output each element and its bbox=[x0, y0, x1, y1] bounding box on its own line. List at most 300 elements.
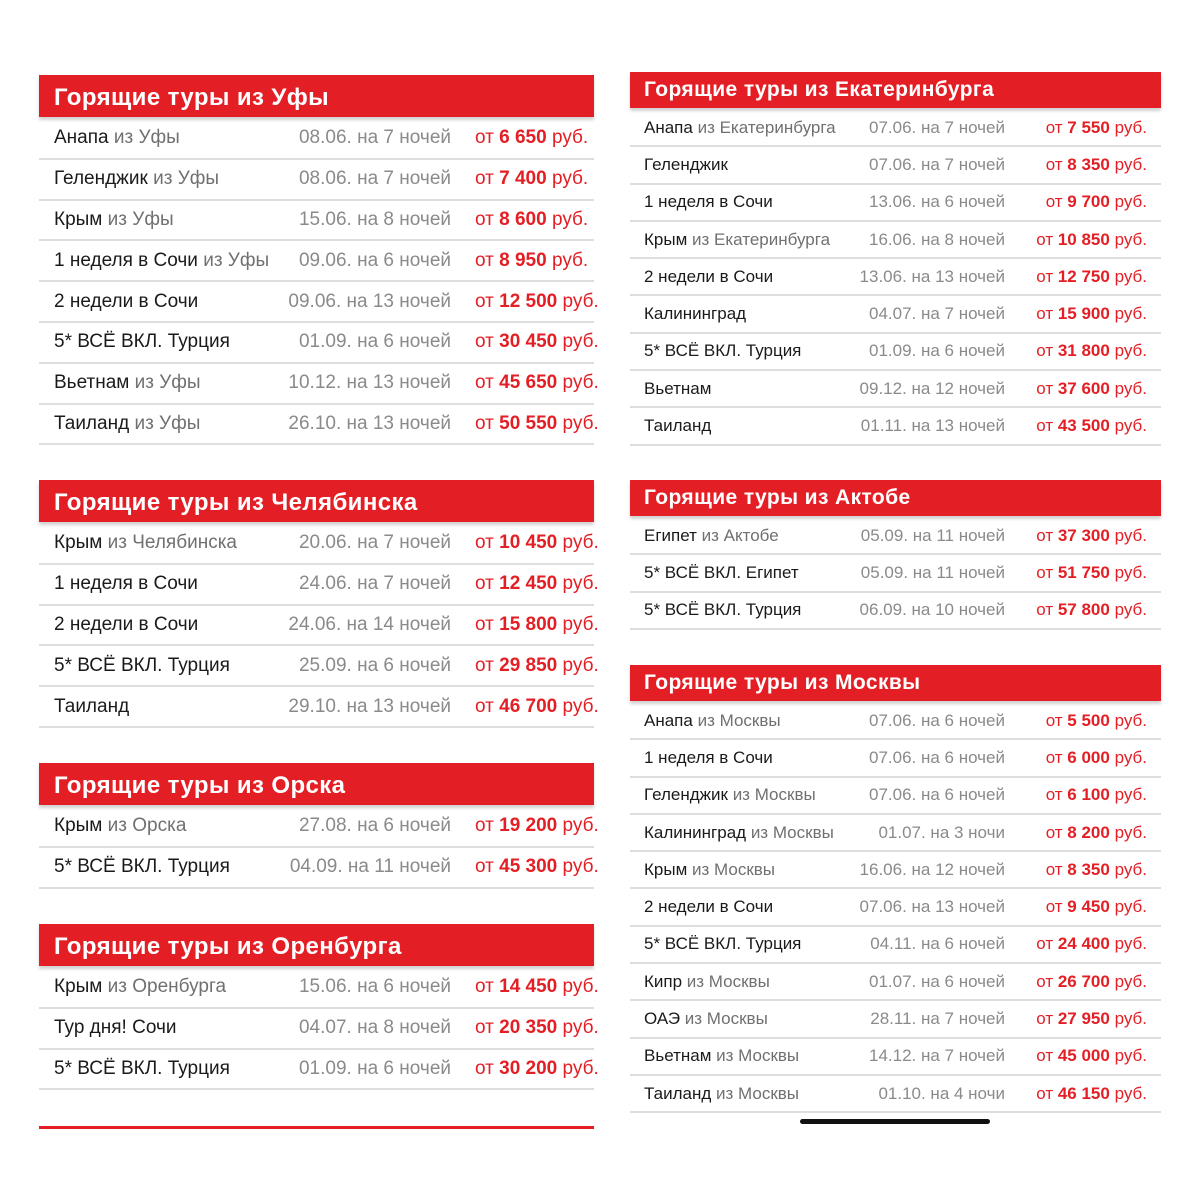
tour-row[interactable] bbox=[630, 778, 1161, 815]
departure-city: из Москвы bbox=[716, 1046, 800, 1066]
tour-row[interactable] bbox=[39, 323, 599, 364]
price-prefix: от bbox=[1036, 934, 1054, 954]
price-prefix: от bbox=[475, 532, 494, 554]
tour-row[interactable] bbox=[630, 296, 1161, 333]
tour-row[interactable] bbox=[630, 259, 1161, 296]
section-title: Горящие туры из Екатеринбурга bbox=[630, 72, 1161, 108]
tour-row[interactable] bbox=[39, 405, 599, 446]
tour-date: 07.06. на 7 ночей bbox=[868, 117, 1005, 137]
tour-row[interactable] bbox=[630, 110, 1161, 147]
price-currency: руб. bbox=[562, 372, 599, 394]
tour-destination bbox=[644, 860, 775, 880]
destination-name: Анапа bbox=[644, 117, 693, 137]
price-currency: руб. bbox=[1114, 304, 1147, 324]
price-currency: руб. bbox=[1114, 897, 1147, 917]
price-value: 14 450 bbox=[499, 976, 558, 998]
section-title: Горящие туры из Актобе bbox=[630, 480, 1161, 516]
destination-name: Геленджик bbox=[644, 154, 728, 174]
tour-price bbox=[1036, 600, 1147, 620]
price-value: 9 700 bbox=[1067, 192, 1110, 212]
tour-destination bbox=[644, 526, 779, 546]
tour-row[interactable] bbox=[39, 282, 599, 323]
price-currency: руб. bbox=[1114, 859, 1147, 879]
tour-price bbox=[475, 815, 645, 837]
section-ufa bbox=[39, 75, 599, 445]
price-prefix: от bbox=[475, 976, 494, 998]
tour-destination bbox=[644, 416, 711, 436]
tour-price bbox=[1036, 341, 1147, 361]
price-value: 37 600 bbox=[1057, 378, 1110, 398]
departure-city: из Уфы bbox=[134, 412, 201, 434]
departure-city: из Москвы bbox=[686, 971, 770, 991]
tour-price bbox=[1036, 1009, 1147, 1029]
price-currency: руб. bbox=[1114, 785, 1147, 805]
price-value: 8 200 bbox=[1067, 822, 1110, 842]
tour-destination bbox=[644, 972, 770, 992]
section-title: Горящие туры из Уфы bbox=[39, 75, 594, 117]
home-indicator bbox=[800, 1119, 990, 1124]
section-title: Горящие туры из Оренбурга bbox=[39, 924, 594, 966]
tour-destination bbox=[54, 696, 129, 718]
destination-name: Анапа bbox=[644, 710, 693, 730]
price-prefix: от bbox=[475, 249, 494, 271]
price-value: 50 550 bbox=[499, 412, 558, 434]
tour-destination bbox=[54, 291, 198, 313]
price-value: 10 850 bbox=[1057, 229, 1110, 249]
tour-price bbox=[475, 291, 645, 313]
tour-date: 01.07. на 6 ночей bbox=[868, 971, 1005, 991]
tour-date: 20.06. на 7 ночей bbox=[298, 532, 451, 554]
tour-date: 04.07. на 7 ночей bbox=[868, 304, 1005, 324]
price-value: 7 400 bbox=[499, 168, 547, 190]
destination-name: Вьетнам bbox=[54, 372, 130, 394]
section-aktobe bbox=[630, 480, 1161, 630]
tour-destination bbox=[54, 655, 230, 677]
price-currency: руб. bbox=[1114, 154, 1147, 174]
departure-city: из Орска bbox=[107, 815, 187, 837]
tour-price bbox=[475, 976, 645, 998]
tour-date: 06.09. на 10 ночей bbox=[859, 600, 1005, 620]
tour-destination bbox=[54, 532, 237, 554]
tour-row[interactable] bbox=[39, 968, 599, 1009]
tour-price bbox=[475, 168, 645, 190]
price-prefix: от bbox=[1045, 859, 1063, 879]
destination-name: Геленджик bbox=[644, 785, 728, 805]
tour-row[interactable] bbox=[630, 964, 1161, 1001]
price-currency: руб. bbox=[1114, 1046, 1147, 1066]
price-value: 20 350 bbox=[499, 1017, 558, 1039]
tour-list bbox=[39, 805, 599, 889]
tour-row[interactable] bbox=[630, 222, 1161, 259]
price-currency: руб. bbox=[1114, 1009, 1147, 1029]
price-currency: руб. bbox=[562, 815, 599, 837]
tour-destination bbox=[54, 413, 200, 435]
destination-name: Калининград bbox=[644, 304, 747, 324]
price-value: 12 750 bbox=[1057, 266, 1110, 286]
tour-destination bbox=[644, 155, 728, 175]
tour-row[interactable] bbox=[39, 848, 599, 889]
tour-date: 09.12. на 12 ночей bbox=[859, 378, 1005, 398]
tour-date: 27.08. на 6 ночей bbox=[298, 815, 451, 837]
destination-name: 2 недели в Сочи bbox=[54, 613, 199, 635]
destination-name: 5* ВСЁ ВКЛ. Египет bbox=[644, 562, 799, 582]
price-prefix: от bbox=[1036, 304, 1054, 324]
departure-city: из Москвы bbox=[697, 710, 781, 730]
departure-city: из Москвы bbox=[692, 859, 776, 879]
tour-row[interactable] bbox=[39, 160, 594, 201]
tour-row[interactable] bbox=[630, 371, 1161, 408]
destination-name: 5* ВСЁ ВКЛ. Турция bbox=[54, 1057, 230, 1079]
tour-price bbox=[1036, 934, 1147, 954]
tour-destination bbox=[644, 1084, 799, 1104]
tour-list bbox=[630, 701, 1161, 1113]
price-prefix: от bbox=[1036, 1046, 1054, 1066]
tour-price bbox=[1036, 1046, 1147, 1066]
price-value: 31 800 bbox=[1057, 341, 1110, 361]
price-currency: руб. bbox=[562, 532, 599, 554]
price-value: 6 650 bbox=[499, 127, 547, 149]
tour-price bbox=[1046, 823, 1147, 843]
price-value: 19 200 bbox=[499, 815, 558, 837]
destination-name: Калининград bbox=[644, 822, 747, 842]
tour-price bbox=[475, 331, 645, 353]
section-ekaterinburg bbox=[630, 72, 1161, 446]
tour-price bbox=[475, 532, 645, 554]
tour-date: 04.09. на 11 ночей bbox=[289, 856, 451, 878]
tour-row[interactable] bbox=[630, 740, 1161, 777]
price-prefix: от bbox=[1036, 1009, 1054, 1029]
tour-destination bbox=[54, 127, 180, 149]
tour-date: 01.09. на 6 ночей bbox=[868, 341, 1005, 361]
tour-price bbox=[475, 250, 645, 272]
tour-row[interactable] bbox=[630, 334, 1161, 371]
tour-row[interactable] bbox=[630, 408, 1161, 445]
price-value: 7 550 bbox=[1067, 117, 1110, 137]
price-prefix: от bbox=[1045, 192, 1063, 212]
destination-name: 5* ВСЁ ВКЛ. Турция bbox=[644, 600, 802, 620]
departure-city: из Москвы bbox=[732, 785, 816, 805]
tour-date: 07.06. на 13 ночей bbox=[859, 897, 1005, 917]
tour-row[interactable] bbox=[39, 241, 594, 282]
tour-row[interactable] bbox=[630, 1039, 1161, 1076]
tour-destination bbox=[54, 815, 186, 837]
tour-price bbox=[1036, 563, 1147, 583]
price-currency: руб. bbox=[1114, 822, 1147, 842]
tour-price bbox=[475, 127, 645, 149]
tour-destination bbox=[644, 1009, 768, 1029]
price-value: 6 000 bbox=[1067, 747, 1110, 767]
tour-date: 13.06. на 13 ночей bbox=[859, 266, 1005, 286]
tour-date: 09.06. на 6 ночей bbox=[298, 249, 451, 271]
tour-destination bbox=[644, 711, 781, 731]
tour-destination bbox=[644, 1046, 799, 1066]
tour-date: 07.06. на 7 ночей bbox=[868, 154, 1005, 174]
destination-name: 5* ВСЁ ВКЛ. Турция bbox=[54, 856, 230, 878]
tour-date: 24.06. на 7 ночей bbox=[298, 573, 451, 595]
tour-list bbox=[630, 108, 1161, 446]
tour-date: 25.09. на 6 ночей bbox=[298, 654, 451, 676]
tour-date: 14.12. на 7 ночей bbox=[868, 1046, 1005, 1066]
destination-name: Таиланд bbox=[644, 1083, 712, 1103]
tour-date: 08.06. на 7 ночей bbox=[298, 127, 451, 149]
tour-destination bbox=[644, 304, 746, 324]
tour-destination bbox=[644, 267, 773, 287]
departure-city: из Москвы bbox=[750, 822, 834, 842]
tour-row[interactable] bbox=[630, 518, 1161, 555]
price-value: 57 800 bbox=[1057, 600, 1110, 620]
price-prefix: от bbox=[475, 331, 494, 353]
tour-row[interactable] bbox=[630, 185, 1161, 222]
tour-row[interactable] bbox=[630, 815, 1161, 852]
tour-date: 04.07. на 8 ночей bbox=[298, 1017, 451, 1039]
destination-name: Крым bbox=[54, 532, 103, 554]
price-value: 9 450 bbox=[1067, 897, 1110, 917]
tour-row[interactable] bbox=[630, 1001, 1161, 1038]
tour-list bbox=[39, 117, 599, 445]
tour-row[interactable] bbox=[39, 646, 599, 687]
tour-price bbox=[1046, 785, 1147, 805]
tour-price bbox=[1046, 711, 1147, 731]
price-currency: руб. bbox=[551, 249, 589, 271]
price-currency: руб. bbox=[1114, 600, 1147, 620]
tour-destination bbox=[644, 341, 801, 361]
price-prefix: от bbox=[1045, 710, 1063, 730]
destination-name: Тур дня! Сочи bbox=[54, 1017, 177, 1039]
price-prefix: от bbox=[475, 208, 494, 230]
section-title: Горящие туры из Орска bbox=[39, 763, 594, 805]
destination-name: 1 неделя в Сочи bbox=[54, 573, 198, 595]
price-prefix: от bbox=[1036, 416, 1054, 436]
tour-date: 24.06. на 14 ночей bbox=[288, 613, 451, 635]
destination-name: Крым bbox=[54, 815, 103, 837]
tour-destination bbox=[54, 168, 219, 190]
price-currency: руб. bbox=[562, 1057, 599, 1079]
departure-city: из Оренбурга bbox=[107, 976, 227, 998]
departure-city: из Уфы bbox=[113, 127, 180, 149]
price-prefix: от bbox=[1036, 229, 1054, 249]
destination-name: 1 неделя в Сочи bbox=[54, 249, 198, 271]
tour-date: 07.06. на 6 ночей bbox=[868, 710, 1005, 730]
price-currency: руб. bbox=[1114, 562, 1147, 582]
price-prefix: от bbox=[1036, 266, 1054, 286]
departure-city: из Москвы bbox=[684, 1009, 768, 1029]
price-currency: руб. bbox=[1114, 934, 1147, 954]
tour-date: 13.06. на 6 ночей bbox=[868, 192, 1005, 212]
tour-row[interactable] bbox=[630, 927, 1161, 964]
price-prefix: от bbox=[1045, 154, 1063, 174]
price-currency: руб. bbox=[1114, 192, 1147, 212]
tour-price bbox=[1046, 118, 1147, 138]
section-orenburg bbox=[39, 924, 599, 1090]
tour-date: 07.06. на 6 ночей bbox=[868, 785, 1005, 805]
price-value: 8 350 bbox=[1067, 154, 1110, 174]
tour-destination bbox=[644, 748, 773, 768]
price-prefix: от bbox=[1045, 897, 1063, 917]
tour-row[interactable] bbox=[39, 1009, 599, 1050]
tour-row[interactable] bbox=[39, 606, 599, 647]
tour-destination bbox=[644, 192, 773, 212]
tour-price bbox=[1046, 155, 1147, 175]
destination-name: Геленджик bbox=[54, 168, 148, 190]
destination-name: Крым bbox=[54, 208, 103, 230]
price-currency: руб. bbox=[1114, 117, 1147, 137]
tour-date: 15.06. на 8 ночей bbox=[298, 208, 451, 230]
tour-destination bbox=[644, 600, 801, 620]
price-prefix: от bbox=[475, 127, 494, 149]
tour-price bbox=[1036, 304, 1147, 324]
tour-row[interactable] bbox=[39, 1050, 599, 1091]
price-value: 26 700 bbox=[1057, 971, 1110, 991]
tour-destination bbox=[54, 331, 230, 353]
tour-row[interactable] bbox=[630, 593, 1161, 630]
tour-date: 29.10. на 13 ночей bbox=[288, 695, 451, 717]
destination-name: Вьетнам bbox=[644, 1046, 712, 1066]
tour-price bbox=[475, 1017, 645, 1039]
price-currency: руб. bbox=[1114, 747, 1147, 767]
section-title: Горящие туры из Челябинска bbox=[39, 480, 594, 522]
tour-price bbox=[1046, 897, 1147, 917]
price-value: 6 100 bbox=[1067, 785, 1110, 805]
destination-name: ОАЭ bbox=[644, 1009, 681, 1029]
price-value: 37 300 bbox=[1057, 525, 1110, 545]
tour-price bbox=[475, 655, 645, 677]
tour-destination bbox=[54, 856, 230, 878]
tour-destination bbox=[644, 230, 830, 250]
price-currency: руб. bbox=[562, 1017, 599, 1039]
price-currency: руб. bbox=[1114, 378, 1147, 398]
price-value: 8 350 bbox=[1067, 859, 1110, 879]
destination-name: Таиланд bbox=[54, 695, 130, 717]
tour-date: 26.10. на 13 ночей bbox=[288, 412, 451, 434]
price-currency: руб. bbox=[1114, 341, 1147, 361]
tour-price bbox=[475, 413, 645, 435]
price-currency: руб. bbox=[562, 290, 599, 312]
tour-row[interactable] bbox=[39, 364, 599, 405]
tour-destination bbox=[54, 573, 198, 595]
price-currency: руб. bbox=[551, 168, 589, 190]
tour-row[interactable] bbox=[39, 807, 599, 848]
departure-city: из Актобе bbox=[701, 525, 779, 545]
price-currency: руб. bbox=[1114, 266, 1147, 286]
price-prefix: от bbox=[475, 815, 494, 837]
destination-name: Анапа bbox=[54, 127, 109, 149]
departure-city: из Москвы bbox=[716, 1083, 800, 1103]
tour-row[interactable] bbox=[39, 201, 594, 242]
tour-price bbox=[1036, 416, 1147, 436]
price-value: 10 450 bbox=[499, 532, 558, 554]
tour-price bbox=[1036, 972, 1147, 992]
price-prefix: от bbox=[1045, 747, 1063, 767]
price-value: 30 200 bbox=[499, 1057, 558, 1079]
tour-row[interactable] bbox=[630, 1076, 1161, 1113]
tour-row[interactable] bbox=[39, 687, 599, 728]
tour-date: 09.06. на 13 ночей bbox=[288, 290, 451, 312]
tour-row[interactable] bbox=[630, 852, 1161, 889]
price-prefix: от bbox=[475, 695, 494, 717]
tour-destination bbox=[54, 1058, 230, 1080]
price-prefix: от bbox=[1036, 378, 1054, 398]
tour-price bbox=[1046, 748, 1147, 768]
tour-destination bbox=[644, 563, 799, 583]
destination-name: 2 недели в Сочи bbox=[54, 290, 199, 312]
tour-destination bbox=[644, 118, 836, 138]
price-currency: руб. bbox=[1114, 971, 1147, 991]
tour-row[interactable] bbox=[630, 147, 1161, 184]
tour-list bbox=[630, 516, 1161, 630]
price-prefix: от bbox=[475, 1057, 494, 1079]
section-chelyabinsk bbox=[39, 480, 599, 728]
tour-price bbox=[475, 573, 645, 595]
tour-row[interactable] bbox=[39, 524, 599, 565]
destination-name: Таиланд bbox=[54, 412, 130, 434]
price-value: 5 500 bbox=[1067, 710, 1110, 730]
price-prefix: от bbox=[1045, 785, 1063, 805]
price-prefix: от bbox=[475, 613, 494, 635]
tour-date: 15.06. на 6 ночей bbox=[298, 976, 451, 998]
price-currency: руб. bbox=[551, 208, 589, 230]
price-value: 27 950 bbox=[1057, 1009, 1110, 1029]
tour-date: 01.07. на 3 ночи bbox=[878, 822, 1005, 842]
price-value: 24 400 bbox=[1057, 934, 1110, 954]
tour-date: 01.09. на 6 ночей bbox=[298, 1057, 451, 1079]
tour-row[interactable] bbox=[630, 555, 1161, 592]
price-prefix: от bbox=[475, 290, 494, 312]
tour-row[interactable] bbox=[630, 889, 1161, 926]
price-currency: руб. bbox=[562, 654, 599, 676]
tour-row[interactable] bbox=[630, 703, 1161, 740]
tour-date: 08.06. на 7 ночей bbox=[298, 168, 451, 190]
price-prefix: от bbox=[1036, 600, 1054, 620]
price-value: 45 300 bbox=[499, 856, 558, 878]
footer-divider bbox=[39, 1126, 594, 1129]
price-value: 46 700 bbox=[499, 695, 558, 717]
destination-name: 2 недели в Сочи bbox=[644, 897, 774, 917]
price-prefix: от bbox=[475, 168, 494, 190]
tour-date: 10.12. на 13 ночей bbox=[288, 372, 451, 394]
tour-row[interactable] bbox=[39, 119, 594, 160]
tour-date: 04.11. на 6 ночей bbox=[870, 934, 1005, 954]
tour-price bbox=[475, 372, 645, 394]
price-currency: руб. bbox=[1114, 525, 1147, 545]
tour-list bbox=[39, 966, 599, 1090]
departure-city: из Уфы bbox=[203, 249, 270, 271]
tour-destination bbox=[54, 250, 269, 272]
price-prefix: от bbox=[1036, 971, 1054, 991]
price-currency: руб. bbox=[562, 573, 599, 595]
price-prefix: от bbox=[1036, 562, 1054, 582]
price-currency: руб. bbox=[562, 695, 599, 717]
tour-price bbox=[1036, 1084, 1147, 1104]
tour-price bbox=[1046, 860, 1147, 880]
tour-row[interactable] bbox=[39, 565, 599, 606]
price-prefix: от bbox=[475, 573, 494, 595]
tour-price bbox=[1036, 267, 1147, 287]
price-prefix: от bbox=[475, 856, 494, 878]
price-prefix: от bbox=[1045, 117, 1063, 137]
destination-name: Вьетнам bbox=[644, 378, 712, 398]
destination-name: 1 неделя в Сочи bbox=[644, 747, 773, 767]
tour-date: 01.09. на 6 ночей bbox=[298, 331, 451, 353]
price-value: 46 150 bbox=[1057, 1083, 1110, 1103]
price-value: 15 800 bbox=[499, 613, 558, 635]
tour-date: 05.09. на 11 ночей bbox=[860, 562, 1005, 582]
tour-destination bbox=[644, 897, 773, 917]
tour-list bbox=[39, 522, 599, 728]
section-title: Горящие туры из Москвы bbox=[630, 665, 1161, 701]
price-currency: руб. bbox=[1114, 1083, 1147, 1103]
price-prefix: от bbox=[1036, 341, 1054, 361]
price-prefix: от bbox=[1036, 1083, 1054, 1103]
